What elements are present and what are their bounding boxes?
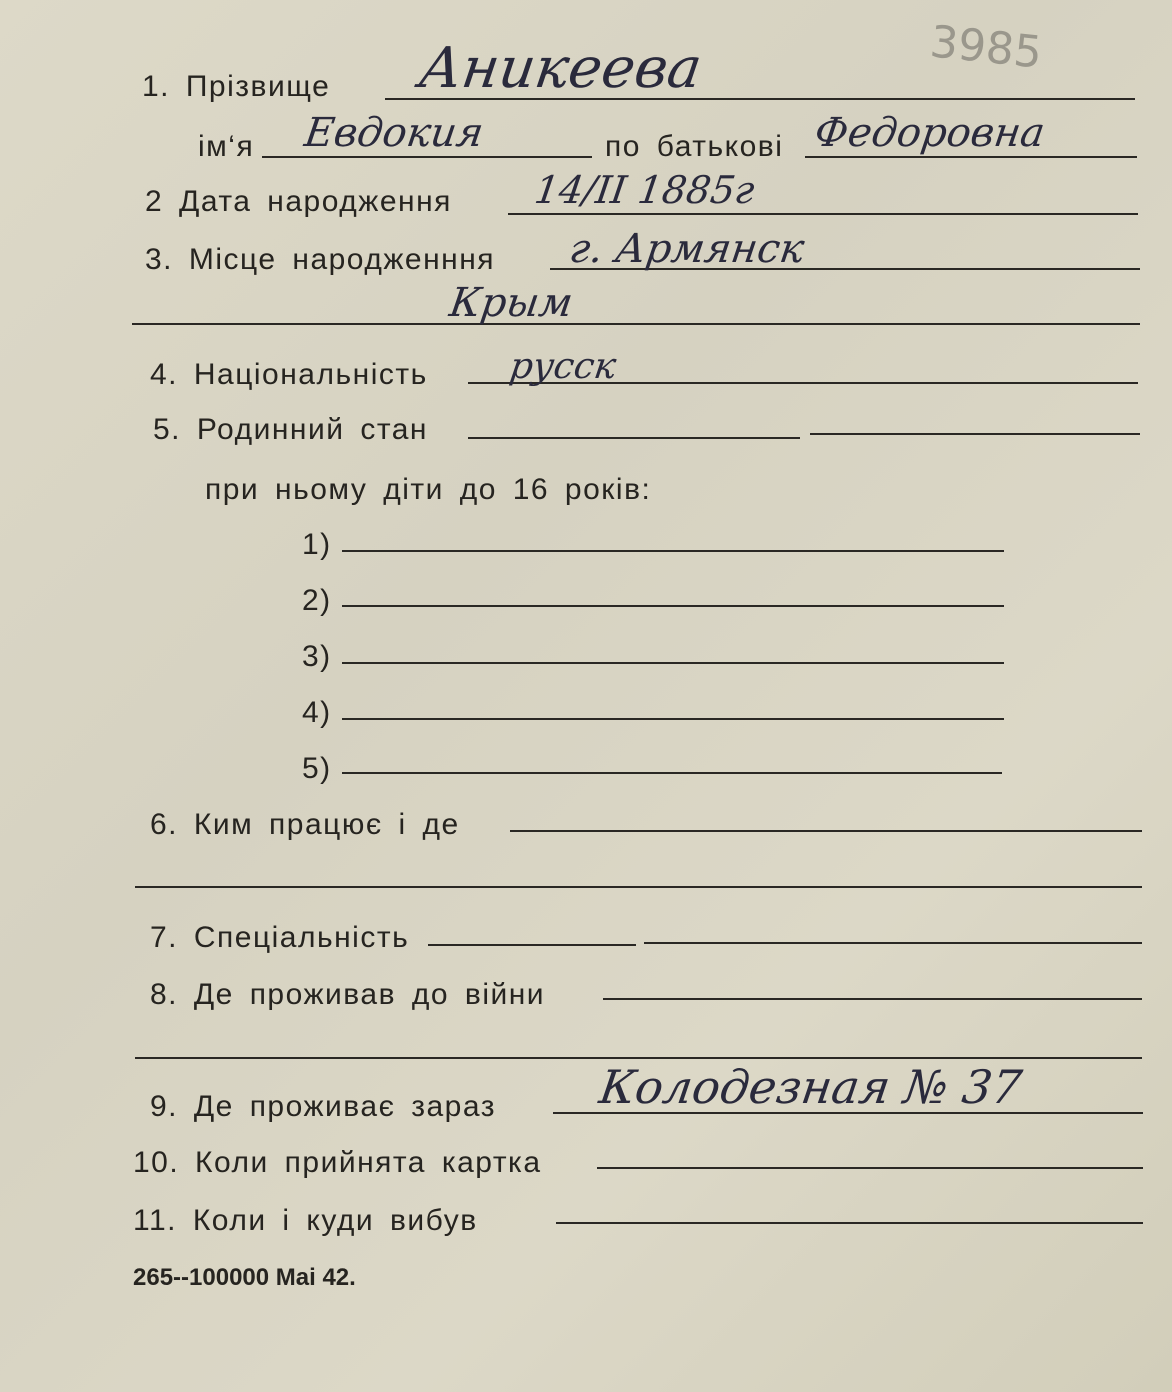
archive-number: 3985 [927, 16, 1045, 79]
child-line-4 [342, 718, 1004, 720]
birth-date-value: 14/II 1885г [531, 168, 758, 212]
work-line [510, 830, 1142, 832]
child-line-1 [342, 550, 1004, 552]
child-line-3 [342, 662, 1004, 664]
surname-label: 1. Прізвище [142, 70, 331, 103]
child-slot-2: 2) [302, 584, 332, 617]
child-line-2 [342, 605, 1004, 607]
prewar-label: 8. Де проживав до війни [150, 978, 546, 1011]
specialty-line-b [644, 942, 1142, 944]
departed-label: 11. Коли і куди вибув [133, 1204, 478, 1237]
print-info: 265--100000 Mai 42. [133, 1264, 356, 1291]
accepted-line [597, 1167, 1143, 1169]
name-line [262, 156, 592, 158]
marital-line-a [468, 437, 800, 439]
birth-date-label: 2 Дата народження [145, 185, 452, 218]
current-value: Колодезная № 37 [596, 1060, 1026, 1114]
surname-value: Аникеева [415, 36, 706, 101]
specialty-label: 7. Спеціальність [150, 921, 410, 954]
birth-place-value-1: г. Армянск [566, 226, 808, 272]
birth-place-label: 3. Місце народженння [145, 243, 496, 276]
work-line-2 [135, 886, 1142, 888]
child-slot-4: 4) [302, 696, 332, 729]
marital-label: 5. Родинний стан [153, 413, 428, 446]
birth-place-line-2 [132, 323, 1140, 325]
child-slot-5: 5) [302, 752, 332, 785]
departed-line [556, 1222, 1143, 1224]
name-label: ім‘я [198, 130, 255, 163]
patronymic-line [805, 156, 1137, 158]
child-line-5 [342, 772, 1002, 774]
prewar-line [603, 998, 1142, 1000]
specialty-line-a [428, 944, 636, 946]
prewar-line-2 [135, 1057, 1142, 1059]
work-label: 6. Ким працює і де [150, 808, 460, 841]
child-slot-3: 3) [302, 640, 332, 673]
marital-line-b [810, 433, 1140, 435]
children-label: при ньому діти до 16 років: [205, 473, 652, 506]
birth-date-line [508, 213, 1138, 215]
patronymic-label: по батькові [605, 130, 784, 163]
birth-place-value-2: Крым [446, 280, 576, 326]
current-label: 9. Де проживає зараз [150, 1090, 496, 1123]
name-value: Евдокия [301, 110, 487, 156]
nationality-value: русск [507, 346, 619, 387]
accepted-label: 10. Коли прийнята картка [133, 1146, 542, 1179]
nationality-label: 4. Національність [150, 358, 428, 391]
patronymic-value: Федоровна [811, 110, 1048, 156]
child-slot-1: 1) [302, 528, 332, 561]
